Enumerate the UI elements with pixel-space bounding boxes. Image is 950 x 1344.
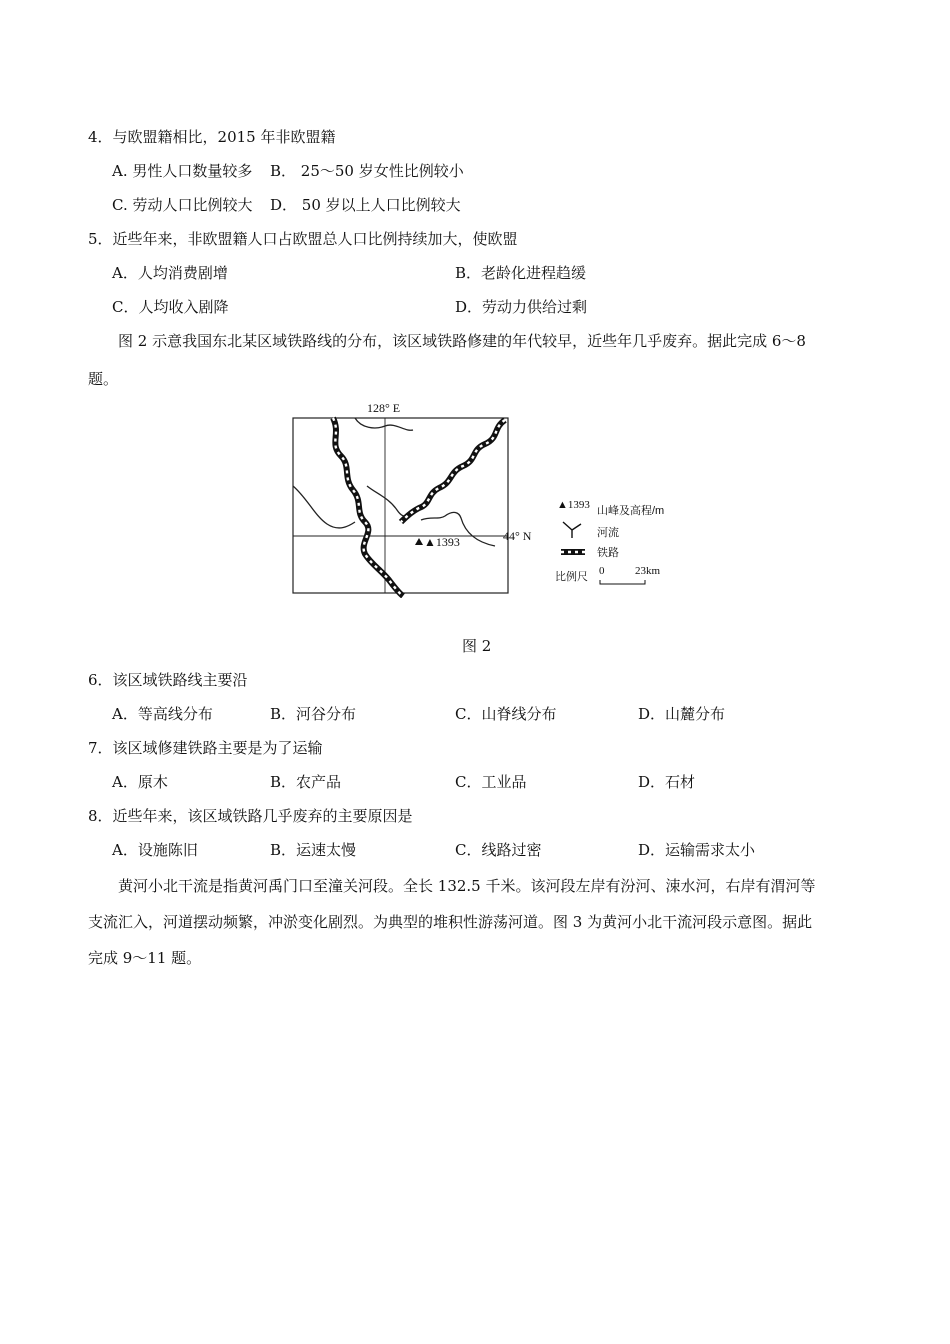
river-mid [367,486,409,516]
question-6-option-d: D．山麓分布 [638,705,726,723]
legend-peak-symbol: ▲1393 [557,499,590,511]
river-left [293,486,355,528]
intro-fig2-line1: 图 2 示意我国东北某区域铁路线的分布，该区域铁路修建的年代较早，近些年几乎废弃。据此完成 6～8 [118,332,806,350]
question-6-option-a: A．等高线分布 [112,705,213,723]
railway-lines [333,418,505,596]
peak-elevation-label: ▲1393 [424,535,460,549]
question-7-option-a: A．原木 [112,773,168,791]
map-legend [555,499,664,584]
question-4-option-a: A. 男性人口数量较多 [112,162,253,180]
intro-fig3-line3: 完成 9～11 题。 [88,949,202,967]
question-7-option-c: C．工业品 [455,773,527,791]
question-8-option-c: C．线路过密 [455,841,542,859]
legend-scale-km: 23km [635,565,661,577]
question-8-option-b: B．运速太慢 [270,841,357,859]
legend-scale-text: 比例尺 [555,571,588,583]
question-8-stem: 8．近些年来，该区域铁路几乎废弃的主要原因是 [88,807,413,825]
river-top [355,418,413,430]
map-frame [293,418,508,593]
intro-fig3-line1: 黄河小北干流是指黄河禹门口至潼关河段。全长 132.5 千米。该河段左岸有汾河、涑水河，右岸有渭河等 [118,877,816,895]
legend-peak-text: 山峰及高程/m [597,505,665,517]
question-5-option-d: D．劳动力供给过剩 [455,298,588,316]
question-7-option-d: D．石材 [638,773,696,791]
legend-railway-text: 铁路 [597,547,619,559]
peak-triangle-icon [415,538,423,545]
question-4-option-d: D． 50 岁以上人口比例较大 [270,196,461,214]
question-7-option-b: B．农产品 [270,773,342,791]
question-6-option-c: C．山脊线分布 [455,705,557,723]
intro-fig3-line2: 支流汇入，河道摆动频繁，冲淤变化剧烈。为典型的堆积性游荡河道。图 3 为黄河小北干流河段示意图。据此 [88,913,813,931]
intro-fig2-line2: 题。 [88,370,119,388]
question-7-stem: 7．该区域修建铁路主要是为了运输 [88,739,323,757]
question-5-option-a: A．人均消费剧增 [112,264,228,282]
legend-scale-zero: 0 [599,565,605,577]
legend-river-text: 河流 [597,527,619,539]
latitude-label: 44° N [503,529,532,543]
question-4-stem: 4．与欧盟籍相比，2015 年非欧盟籍 [88,128,336,146]
question-5-option-b: B．老龄化进程趋缓 [455,264,587,282]
question-5-stem: 5．近些年来，非欧盟籍人口占欧盟总人口比例持续加大，使欧盟 [88,230,518,248]
legend-river-icon [563,522,581,538]
railway-map-figure [285,398,685,598]
figure-2-caption: 图 2 [462,637,492,655]
scale-bar-icon [600,580,645,584]
question-5-option-c: C．人均收入剧降 [112,298,229,316]
question-6-option-b: B．河谷分布 [270,705,357,723]
question-8-option-d: D．运输需求太小 [638,841,756,859]
question-4-option-b: B． 25～50 岁女性比例较小 [270,162,464,180]
longitude-label: 128° E [367,401,401,415]
question-8-option-a: A．设施陈旧 [112,841,198,859]
question-6-stem: 6．该区域铁路线主要沿 [88,671,248,689]
question-4-option-c: C. 劳动人口比例较大 [112,196,253,214]
